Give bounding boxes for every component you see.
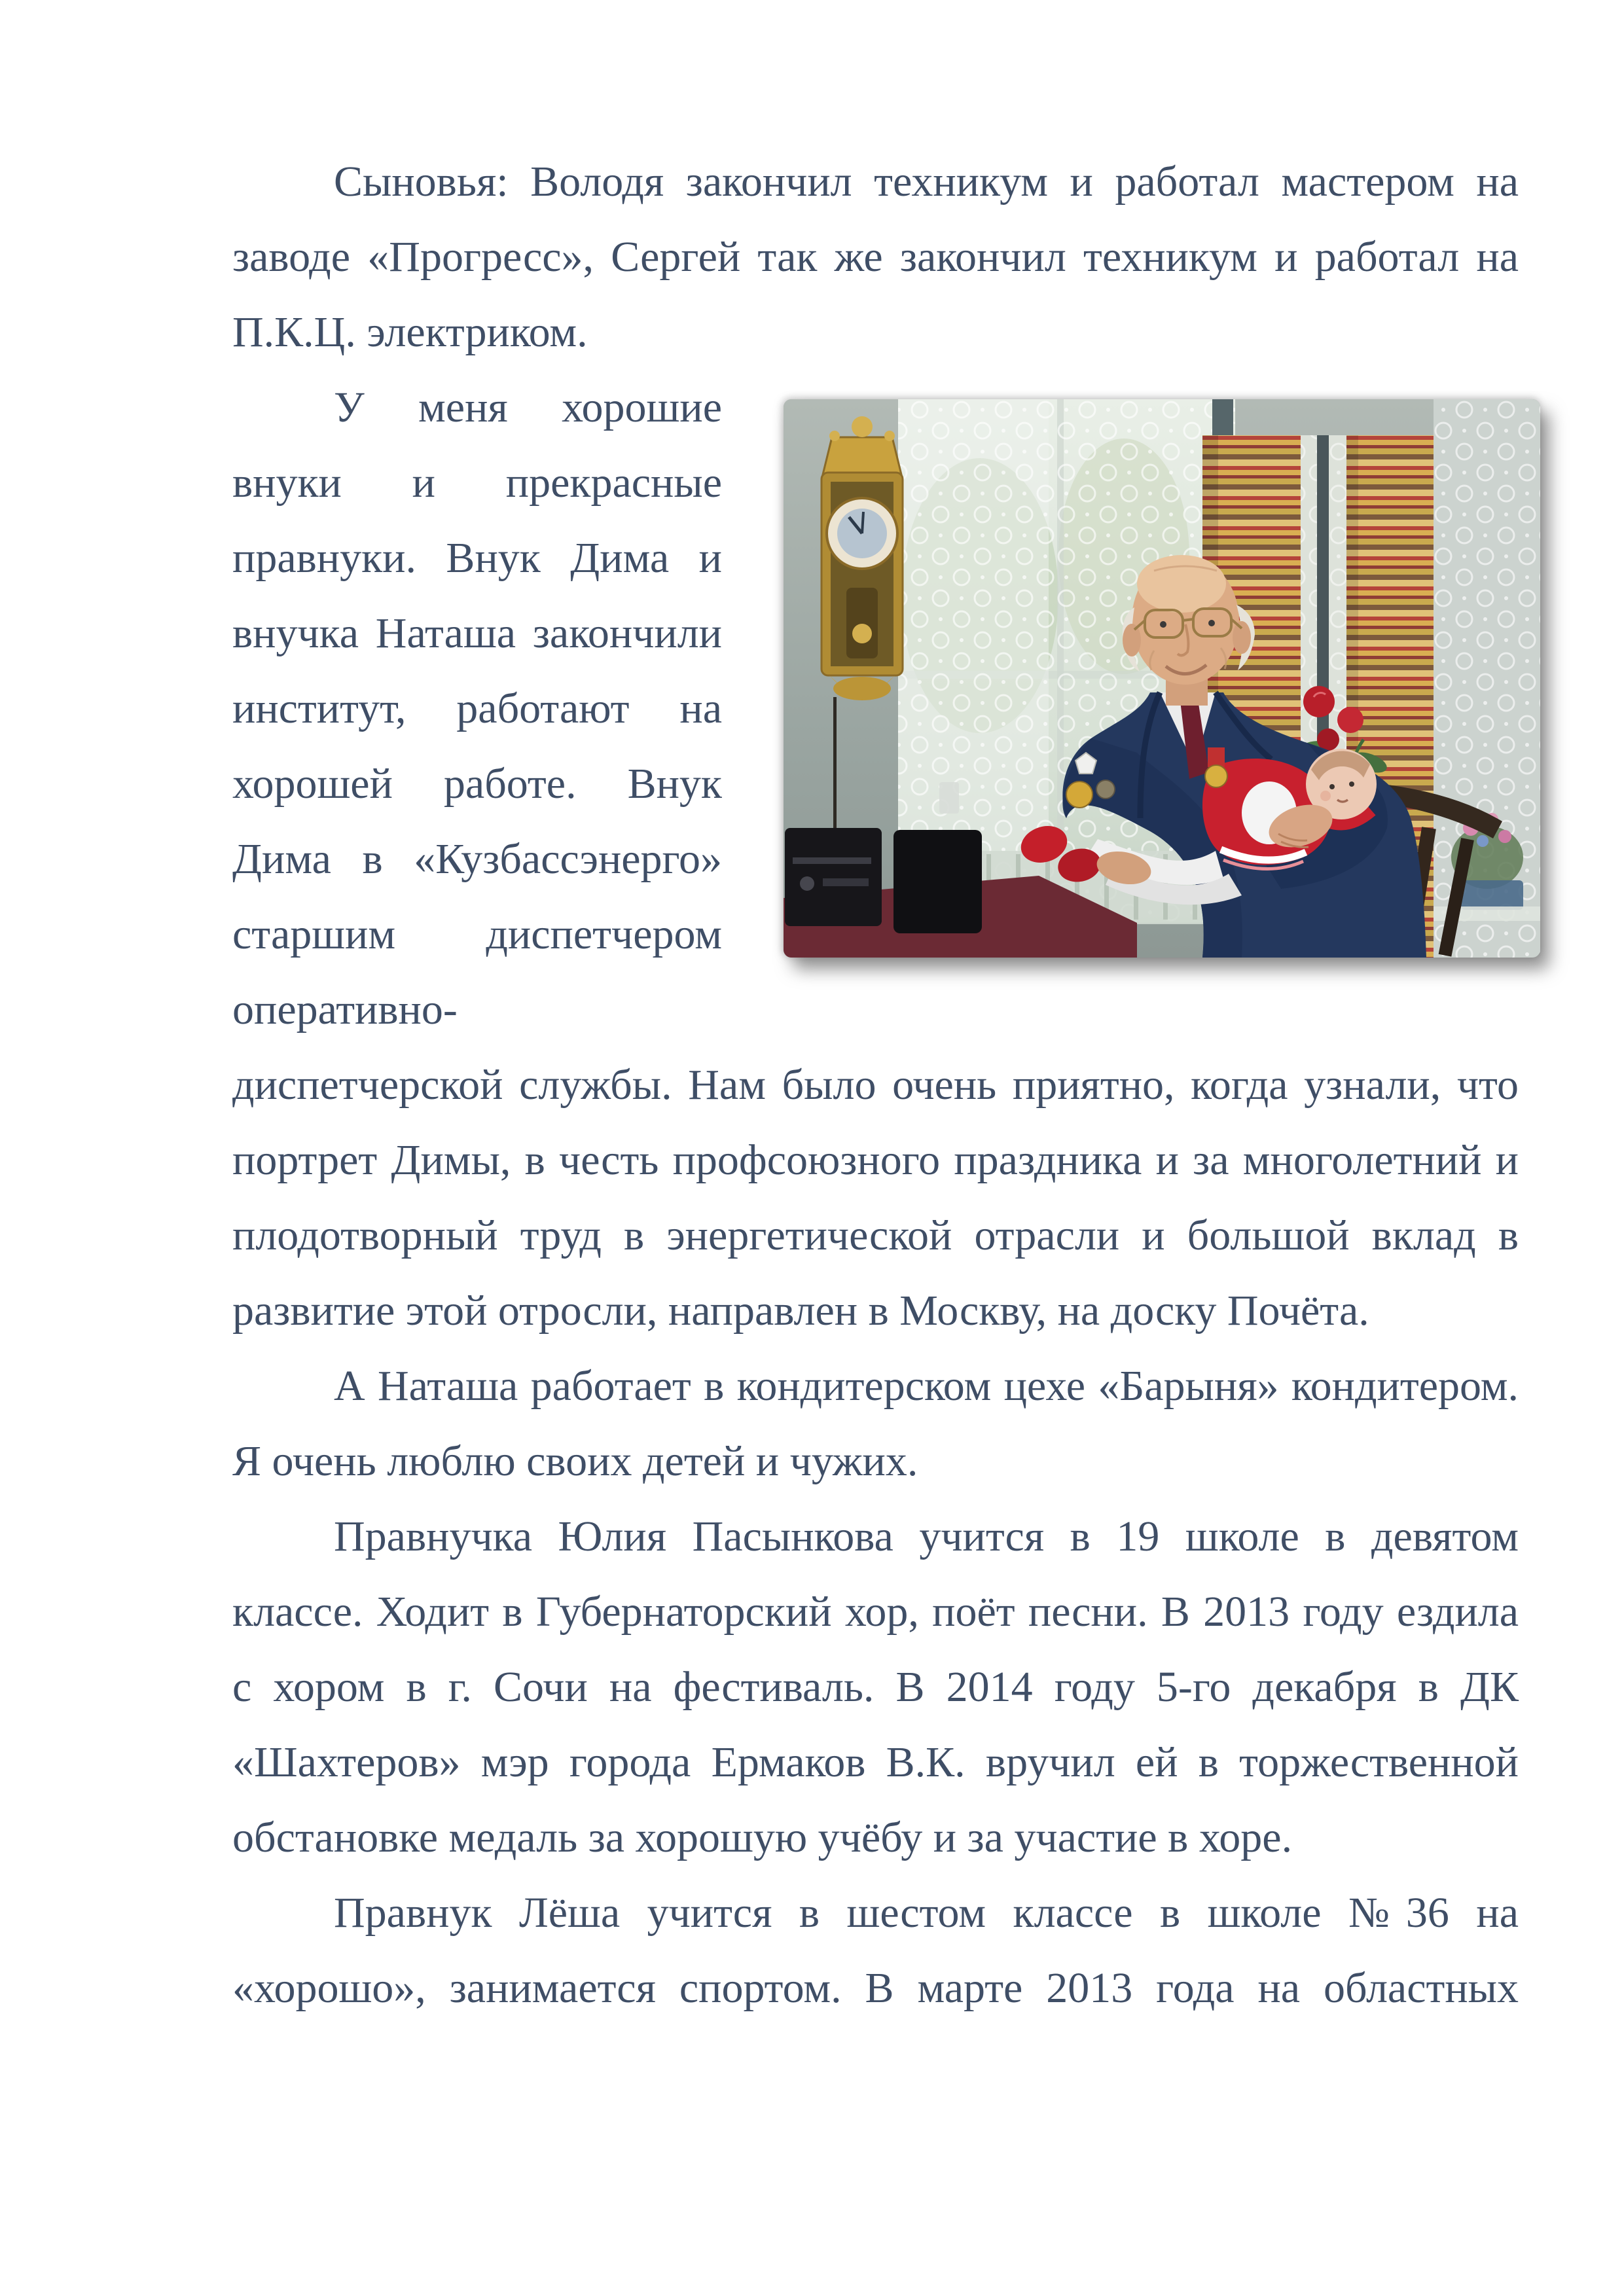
paragraph-1 xyxy=(232,144,1519,370)
family-photo-illustration xyxy=(784,399,1540,958)
paragraph-2-text: У меня хорошие внуки и прекрасные правнуки. Внук Дима и внучка Наташа закончили институт, работают на хорошей работе. Внук Дима в «Кузбассэнерго» старшим диспетчером оперативно-диспетчерской службы. Нам было очень приятно, когда узнали, что портрет Димы, в честь профсоюзного праздника и за многолетний и плодотворный труд в энергетической отрасли и большой вклад в развитие этой отросли, направлен в Москву, на доску Почёта. xyxy=(232,384,1519,1335)
paragraph-1-text: Сыновья: Володя закончил техникум и работал мастером на заводе «Прогресс», Сергей так же закончил техникум и работал на П.К.Ц. электриком. xyxy=(232,158,1519,356)
family-photo xyxy=(784,399,1540,958)
paragraph-3-text: А Наташа работает в кондитерском цехе «Барыня» кондитером. Я очень люблю своих детей и чужих. xyxy=(232,1362,1519,1485)
light-switch xyxy=(939,782,959,814)
paragraph-4 xyxy=(232,1499,1519,1875)
photo-float-frame xyxy=(722,370,1519,1014)
paragraph-5 xyxy=(232,1875,1519,2026)
paragraph-3 xyxy=(232,1348,1519,1499)
right-lace-curtain xyxy=(1434,399,1540,958)
paragraph-4-text: Правнучка Юлия Пасынкова учится в 19 школе в девятом классе. Ходит в Губернаторский хор, поёт песни. В 2013 году ездила с хором в г. Сочи на фестиваль. В 2014 году 5-го декабря в ДК «Шахтеров» мэр города Ермаков В.К. вручил ей в торжественной обстановке медаль за хорошую учёбу и за участие в хоре. xyxy=(232,1513,1519,1861)
paragraph-2 xyxy=(232,370,1519,1348)
paragraph-5-text: Правнук Лёша учится в шестом классе в школе №36 на «хорошо», занимается спортом. В марте 2013 года на областных xyxy=(232,1889,1519,2012)
document-content xyxy=(232,144,1519,2026)
